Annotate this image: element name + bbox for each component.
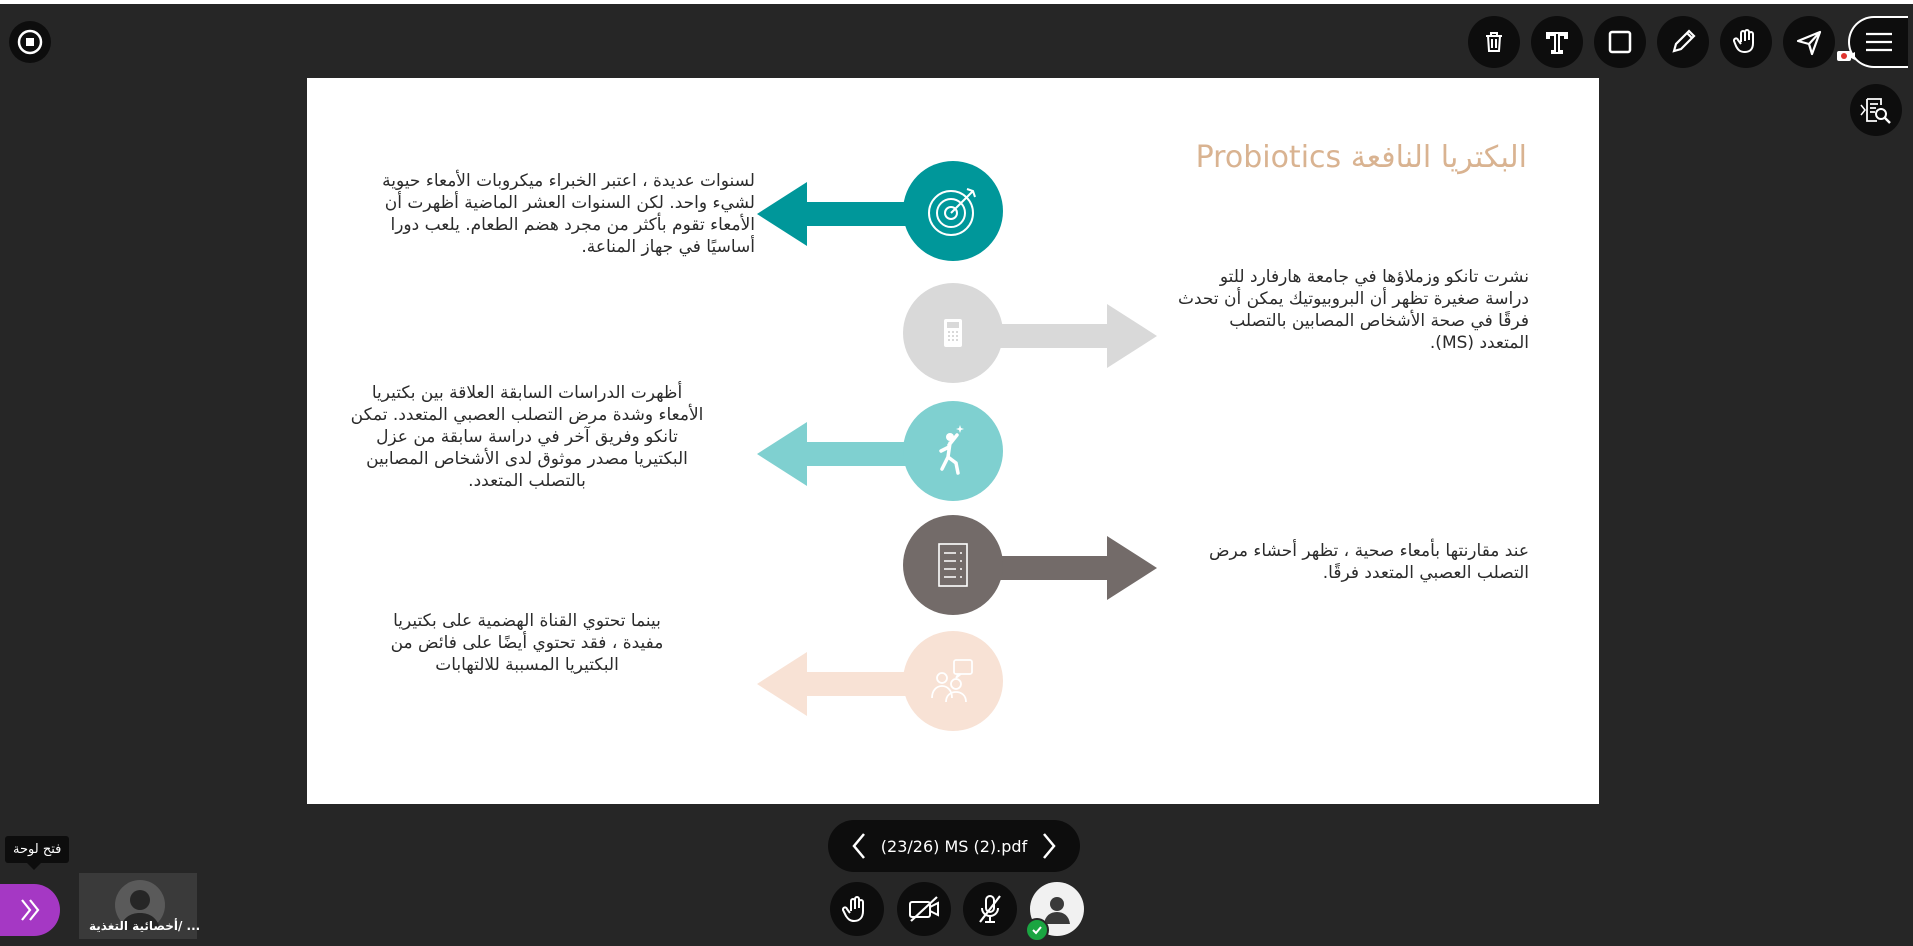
checkmark-icon: [1031, 924, 1043, 936]
text-icon: [1542, 27, 1572, 57]
arrow-left-item-3: [757, 422, 927, 486]
item-4-text: عند مقارنتها بأمعاء صحية ، تظهر أحشاء مرض التصلب العصبي المتعدد فرقًا.: [1208, 541, 1529, 583]
camera-toggle-button[interactable]: [897, 882, 951, 936]
recording-indicator-icon: [1836, 49, 1856, 63]
target-icon: [923, 181, 983, 241]
zoom-document-button[interactable]: [1850, 84, 1902, 136]
stop-icon: [17, 29, 43, 55]
send-icon: [1794, 27, 1824, 57]
stop-button[interactable]: [9, 21, 51, 63]
shape-tool-button[interactable]: [1594, 16, 1646, 68]
page-navigation: [828, 820, 1080, 872]
open-panel-button[interactable]: [0, 884, 60, 936]
chevron-left-icon: [850, 832, 868, 860]
checklist-icon: [931, 540, 975, 590]
item-5-text: بينما تحتوي القناة الهضمية على بكتيريا مفيدة ، فقد تحتوي أيضًا على فائض من البكتيريا المسببة للالتهابات: [390, 611, 664, 675]
participant-tile[interactable]: [79, 873, 201, 939]
share-button[interactable]: [1783, 16, 1835, 68]
chevron-right-icon: [1040, 832, 1058, 860]
success-person-icon: [928, 421, 978, 481]
status-ok-badge: [1025, 918, 1049, 942]
session-menu-button[interactable]: [1848, 16, 1908, 68]
calculator-icon: [933, 313, 973, 353]
people-idea-icon: [926, 654, 980, 708]
item-5-circle: [903, 631, 1003, 731]
set-status-button[interactable]: [830, 882, 884, 936]
next-page-button[interactable]: [1034, 831, 1064, 861]
camera-off-icon: [907, 894, 941, 924]
presentation-slide: [307, 78, 1599, 804]
text-tool-button[interactable]: [1531, 16, 1583, 68]
item-3-circle: [903, 401, 1003, 501]
hamburger-icon: [1864, 30, 1894, 54]
pen-tool-button[interactable]: [1657, 16, 1709, 68]
mic-off-icon: [975, 893, 1005, 925]
trash-icon: [1480, 28, 1508, 56]
pointer-tool-button[interactable]: [1720, 16, 1772, 68]
previous-page-button[interactable]: [844, 831, 874, 861]
zoom-document-icon: [1859, 93, 1893, 127]
slide-title: Probiotics البكتريا النافعة: [1195, 140, 1527, 175]
open-panel-tooltip: فتح لوحة: [5, 836, 69, 863]
double-chevron-right-icon: [18, 897, 42, 923]
hand-icon: [1731, 27, 1761, 57]
item-2-text: نشرت تانكو وزملاؤها في جامعة هارفارد للتو دراسة صغيرة تظهر أن البروبيوتيك يمكن أن تحدث فرقًا في صحة الأشخاص المصابين بالتصلب المتعدد (MS).: [1177, 267, 1529, 353]
item-1-circle: [903, 161, 1003, 261]
item-3-text: أظهرت الدراسات السابقة العلاقة بين بكتيريا الأمعاء وشدة مرض التصلب العصبي المتعدد. تمكن تانكو وفريق آخر في دراسة سابقة من عزل البكتيريا مصدر موثوق لدى الأشخاص المصابين بالتصلب المتعدد.: [350, 383, 704, 491]
square-icon: [1606, 28, 1634, 56]
delete-annotations-button[interactable]: [1468, 16, 1520, 68]
item-4-circle: [903, 515, 1003, 615]
item-1-text: لسنوات عديدة ، اعتبر الخبراء ميكروبات الأمعاء حيوية لشيء واحد. لكن السنوات العشر الماضية أظهرت أن الأمعاء تقوم بأكثر من مجرد هضم الطعام. يلعب دورا أساسيًا في جهاز المناعة.: [382, 171, 755, 257]
microphone-toggle-button[interactable]: [963, 882, 1017, 936]
window-top-edge: [0, 0, 1913, 4]
arrow-left-item-5: [757, 652, 927, 716]
pencil-icon: [1668, 27, 1698, 57]
item-2-circle: [903, 283, 1003, 383]
page-info: (23/26) MS (2).pdf: [880, 836, 1028, 856]
participant-name: أخصائية التغذية/ ...: [89, 919, 201, 933]
status-hand-icon: [841, 893, 873, 925]
arrow-left-item-1: [757, 182, 927, 246]
